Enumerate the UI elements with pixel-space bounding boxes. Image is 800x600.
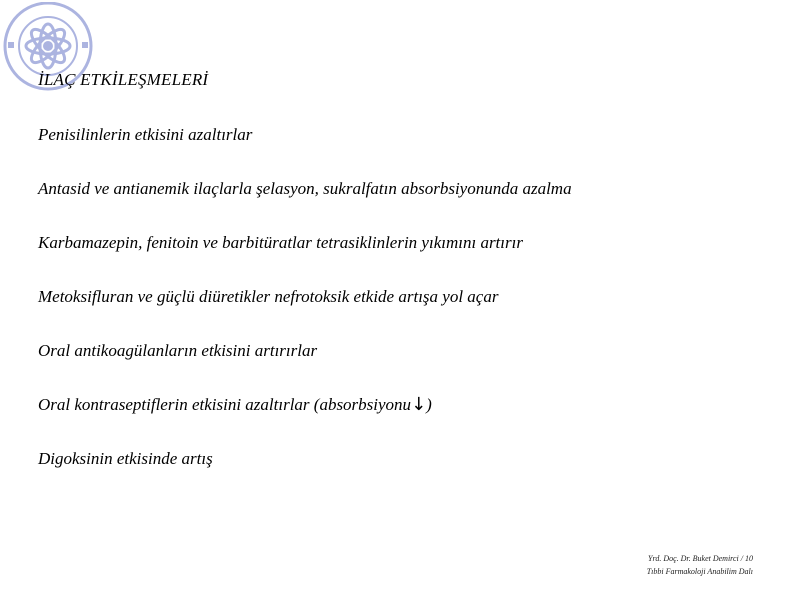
list-item: Oral antikoagülanların etkisini artırırlar xyxy=(38,341,318,360)
down-arrow-icon: ↓ xyxy=(411,394,427,415)
list-item: Digoksinin etkisinde artış xyxy=(38,449,213,468)
author-line: Yrd. Doç. Dr. Buket Demirci / 10 xyxy=(648,554,753,563)
list-item: Penisilinlerin etkisini azaltırlar xyxy=(38,125,253,144)
department-line: Tıbbi Farmakoloji Anabilim Dalı xyxy=(646,567,753,576)
slide-title: İLAÇ ETKİLEŞMELERİ xyxy=(38,70,209,89)
list-item: Oral kontraseptiflerin etkisini azaltırlar (absorbsiyonu↓) xyxy=(38,394,432,415)
slide-footer xyxy=(647,552,753,578)
list-item: Antasid ve antianemik ilaçlarla şelasyon, sukralfatın absorbsiyonunda azalma xyxy=(38,179,572,198)
list-item: Metoksifluran ve güçlü diüretikler nefrotoksik etkide artışa yol açar xyxy=(38,287,499,306)
list-item: Karbamazepin, fenitoin ve barbitüratlar tetrasiklinlerin yıkımını artırır xyxy=(38,233,523,252)
interaction-list xyxy=(38,124,572,502)
